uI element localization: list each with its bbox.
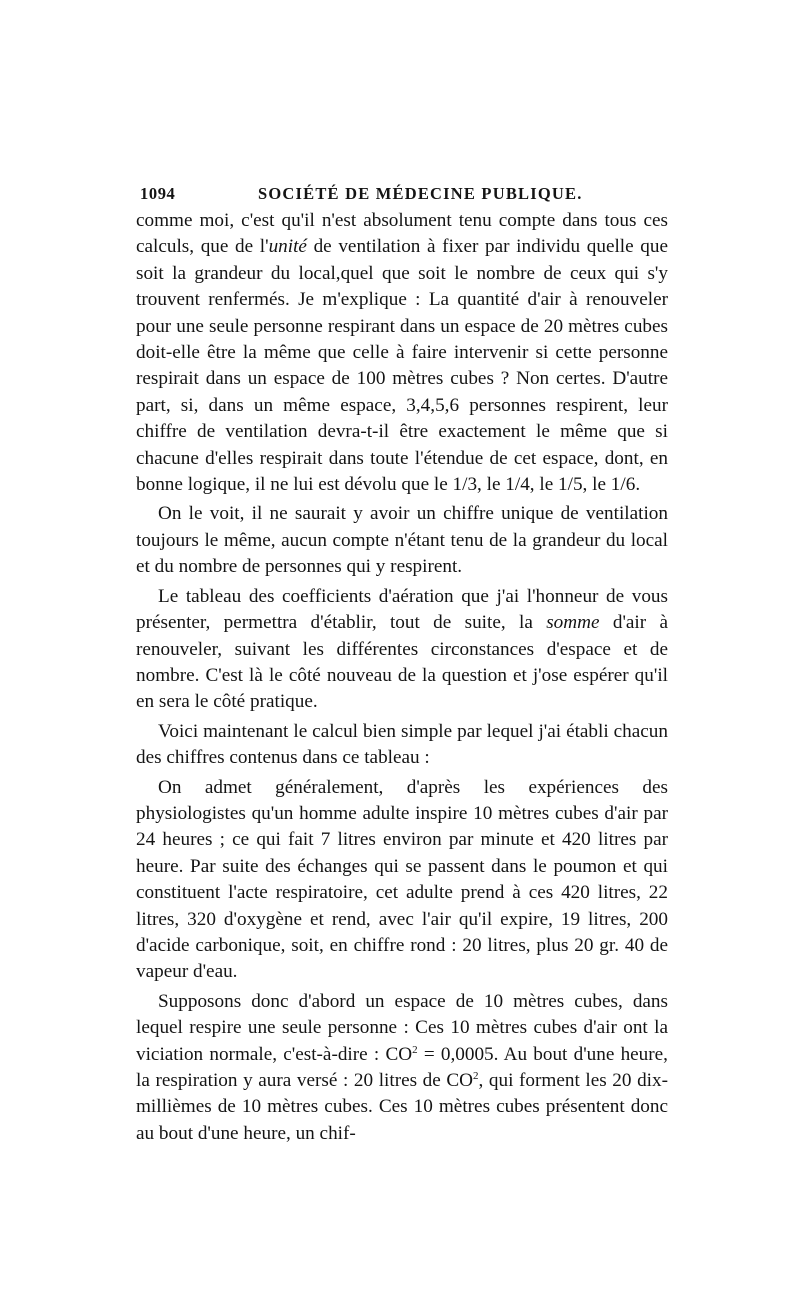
text-run: d'air à renouveler, suivant les différentes circonstances d'espace et de nombre. C'est là le côté nouveau de la question et j'ose espérer qu'il en sera le côté pratique. <box>136 612 668 713</box>
body-text <box>136 208 668 1147</box>
paragraph-6 <box>136 989 668 1147</box>
running-title: SOCIÉTÉ DE MÉDECINE PUBLIQUE. <box>258 184 583 203</box>
page-number: 1094 <box>140 184 176 203</box>
emphasis-text: somme <box>546 612 600 634</box>
paragraph-5 <box>136 775 668 986</box>
text-run: Le tableau des coefficients d'aération que j'ai l'honneur de vous présenter, permettra d'établir, tout de suite, la <box>136 585 668 634</box>
paragraph-4 <box>136 719 668 772</box>
text-run: comme moi, c'est qu'il n'est absolument tenu compte dans tous ces calculs, que de l' <box>136 210 668 258</box>
superscript: 2 <box>473 1070 479 1082</box>
paragraph-2 <box>136 501 668 580</box>
paragraph-3 <box>136 584 668 716</box>
text-run: de ventilation à fixer par individu quelle que soit la grandeur du local,quel que soit le nombre de ceux qui s'y trouvent renfermés. Je m'explique : La quantité d'air à renouveler pour une seule personne respirant dans un espace de 20 mètres cubes doit-elle être la même que celle à faire intervenir si cette personne respirait dans un espace de 100 mètres cubes ? Non certes. D'autre part, si, dans un même espace, 3,4,5,6 personnes respirent, leur chiffre de ventilation devra-t-il être exactement le même que si chacune d'elles respirait dans toute l'étendue de cet espace, dont, en bonne logique, il ne lui est dévolu que le 1/3, le 1/4, le 1/5, le 1/6. <box>136 236 668 496</box>
text-run: On admet généralement, d'après les expériences des physiologistes qu'un homme adulte inspire 10 mètres cubes d'air par 24 heures ; ce qui fait 7 litres environ par minute et 420 litres par heure. Par suite des échanges qui se passent dans le poumon et qui constituent l'acte respiratoire, cet adulte prend à ces 420 litres, 22 litres, 320 d'oxygène et rend, avec l'air qu'il expire, 19 litres, 200 d'acide carbonique, soit, en chiffre rond : 20 litres, plus 20 gr. 40 de vapeur d'eau. <box>136 776 668 983</box>
text-run: , qui forment les 20 dix-millièmes de 10 mètres cubes. Ces 10 mètres cubes présentent donc au bout d'une heure, un chif- <box>136 1070 668 1144</box>
paragraph-1 <box>136 208 668 498</box>
text-run: Voici maintenant le calcul bien simple par lequel j'ai établi chacun des chiffres contenus dans ce tableau : <box>136 720 668 769</box>
running-header <box>136 178 668 208</box>
emphasis-text: unité <box>268 236 307 258</box>
superscript: 2 <box>412 1043 418 1056</box>
text-run: = 0,0005. Au bout d'une heure, la respiration y aura versé : 20 litres de CO <box>136 1043 668 1091</box>
book-page <box>136 178 668 1147</box>
text-run: Supposons donc d'abord un espace de 10 mètres cubes, dans lequel respire une seule personne : Ces 10 mètres cubes d'air ont la viciation normale, c'est-à-dire : CO <box>136 990 668 1065</box>
text-run: On le voit, il ne saurait y avoir un chiffre unique de ventilation toujours le même, aucun compte n'étant tenu de la grandeur du local et du nombre de personnes qui y respirent. <box>136 503 668 578</box>
